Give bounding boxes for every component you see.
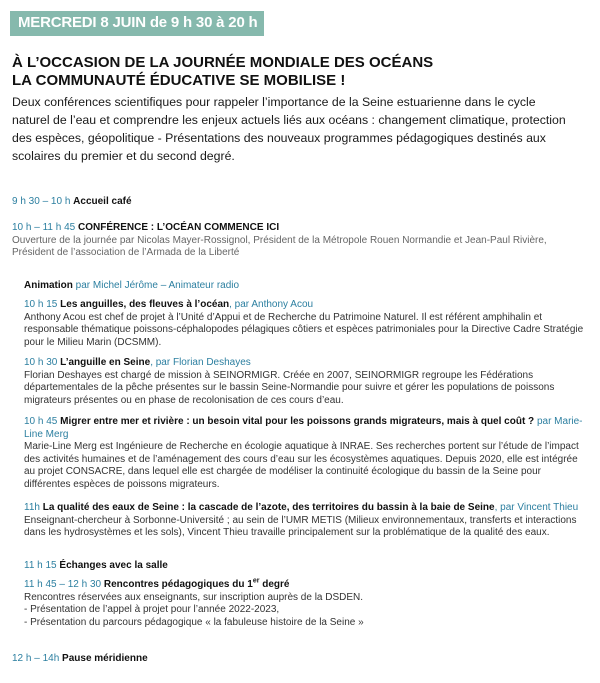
conference-time: 10 h – 11 h 45 (12, 222, 76, 233)
talk-item (24, 416, 590, 492)
title-line-2: LA COMMUNAUTÉ ÉDUCATIVE SE MOBILISE ! (12, 72, 346, 89)
accueil-label: Accueil café (73, 196, 132, 207)
talk-desc: Anthony Acou est chef de projet à l’Unité d’Appui et de Recherche du Patrimoine Naturel. Il est référent amphihalin et responsable thématique poissons-céphalopodes pélagiques côtiers et espèces patrimoniales pour la Directive Cadre Stratégie pour le Milieu Marin (DCSMM). (24, 311, 584, 348)
page-title (12, 54, 592, 90)
talk-title: Les anguilles, des fleuves à l’océan (60, 299, 230, 310)
animation-by: par Michel Jérôme – Animateur radio (75, 280, 240, 291)
echanges-label: Échanges avec la salle (59, 560, 168, 571)
talk-item (24, 299, 590, 349)
conference-desc: Ouverture de la journée par Nicolas Mayer-Rossignol, Président de la Métropole Rouen Normandie et Jean-Paul Rivière, Président de l’association de l’Armada de la Liberté (12, 234, 547, 259)
date-badge: MERCREDI 8 JUIN de 9 h 30 à 20 h (10, 11, 264, 36)
animation-label: Animation (24, 280, 73, 291)
rencontres-line: - Présentation du parcours pédagogique « la fabuleuse histoire de la Seine » (24, 616, 364, 628)
schedule-conference (12, 222, 590, 260)
rencontres-time: 11 h 45 – 12 h 30 (24, 579, 102, 590)
pause-label: Pause méridienne (62, 653, 148, 664)
rencontres-line: Rencontres réservées aux enseignants, sur inscription auprès de la DSDEN. (24, 591, 364, 603)
rencontres-line: - Présentation de l’appel à projet pour l’année 2022-2023, (24, 604, 280, 616)
talk-time: 10 h 45 (24, 416, 58, 427)
echanges-time: 11 h 15 (24, 560, 57, 571)
intro-paragraph: Deux conférences scientifiques pour rappeler l’importance de la Seine estuarienne dans le cycle naturel de l’eau et comprendre les enjeux actuels liés aux océans : changement climatique, protection des espèces, géopolitique - Présentations des nouveaux programmes pédagogiques destinés aux scolaires du premier et du second degré. (12, 95, 566, 163)
conference-label: CONFÉRENCE : L’OCÉAN COMMENCE ICI (77, 222, 280, 233)
talk-speaker: , par Vincent Thieu (494, 502, 579, 513)
talk-speaker: , par Anthony Acou (229, 299, 314, 310)
talk-title: La qualité des eaux de Seine : la cascade de l’azote, des territoires du bassin à la baie de Seine (42, 502, 495, 513)
talk-item (24, 502, 590, 540)
talk-title: L’anguille en Seine (60, 357, 151, 368)
schedule-accueil (12, 196, 590, 209)
talk-desc: Enseignant-chercheur à Sorbonne-Université ; au sein de l’UMR METIS (Milieux environnementaux, transferts et interactions dans les hydrosystèmes et les sols), Vincent Thieu travaille principalement sur la problématique de la qualité des eaux. (24, 514, 577, 539)
accueil-time: 9 h 30 – 10 h (12, 196, 71, 207)
title-line-1: À L’OCCASION DE LA JOURNÉE MONDIALE DES OCÉANS (12, 54, 434, 71)
schedule-pause (12, 653, 590, 666)
talk-desc: Marie-Line Merg est Ingénieure de Recherche en écologie aquatique à INRAE. Ses recherches portent sur l’étude de l’impact des activités humaines et de l’aménagement des cours d’eau sur les écosystèmes aquatiques. Depuis 2020, elle est intégrée au projet CONSACRE, dans lequel elle est chargée de modéliser la continuité écologique du bassin de la Seine pour différentes espèces de poissons migrateurs. (24, 441, 579, 490)
rencontres-block (24, 579, 590, 629)
talk-time: 10 h 30 (24, 357, 58, 368)
talk-time: 10 h 15 (24, 299, 58, 310)
rencontres-label: Rencontres pédagogiques du 1er degré (103, 577, 290, 590)
talk-desc: Florian Deshayes est chargé de mission à SEINORMIGR. Créée en 2007, SEINORMIGR regroupe les Fédérations départementales de la pêche présentes sur le bassin Seine-Normandie pour suivre et gérer les populations de poissons migrateurs présentes ou en phase de recolonisation de ces cours d’eau. (24, 369, 555, 406)
talk-item (24, 357, 590, 407)
talk-time: 11h (24, 502, 40, 513)
talk-speaker: , par Florian Deshayes (150, 357, 251, 368)
talk-title: Migrer entre mer et rivière : un besoin vital pour les poissons grands migrateurs, mais à quel coût ? (60, 416, 535, 427)
echanges-line (24, 560, 590, 573)
talk-speaker: par Marie-Line Merg (24, 416, 583, 440)
animation-line (24, 280, 590, 293)
pause-time: 12 h – 14h (12, 653, 60, 664)
